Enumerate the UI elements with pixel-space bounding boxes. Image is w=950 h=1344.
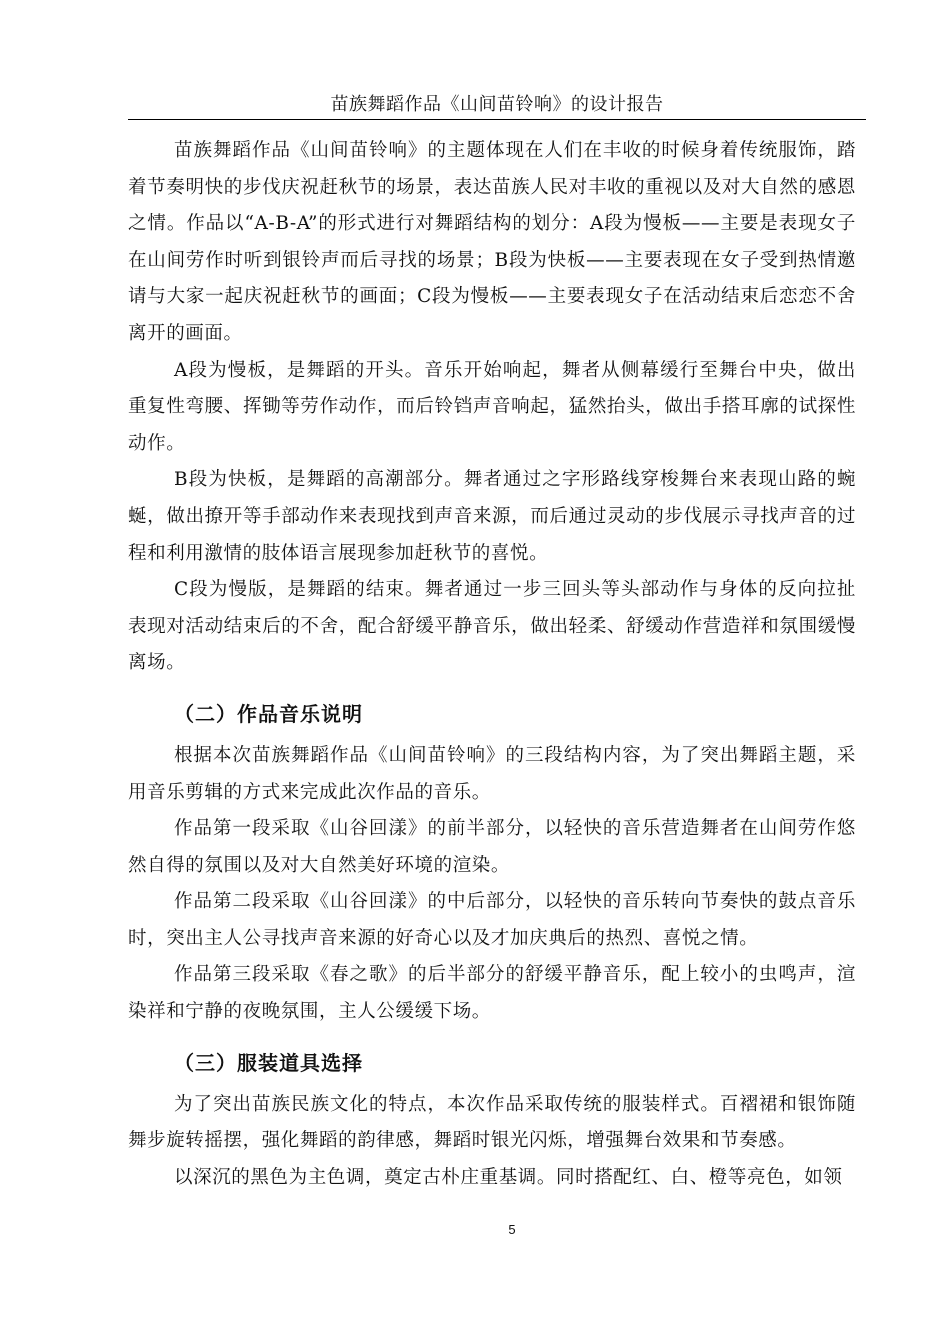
- paragraph: 作品第三段采取《春之歌》的后半部分的舒缓平静音乐，配上较小的虫鸣声，渲染祥和宁静的夜晚氛围，主人公缓缓下场。: [128, 964, 856, 1023]
- header-divider: [128, 119, 866, 120]
- paragraph: 作品第一段采取《山谷回漾》的前半部分，以轻快的音乐营造舞者在山间劳作悠然自得的氛围以及对大自然美好环境的渲染。: [128, 818, 856, 876]
- section-heading-music: （二）作品音乐说明: [174, 701, 363, 726]
- running-header: 苗族舞蹈作品《山间苗铃响》的设计报告: [330, 94, 664, 115]
- page-number: 5: [508, 1222, 516, 1237]
- paragraph: 为了突出苗族民族文化的特点，本次作品采取传统的服装样式。百褶裙和银饰随舞步旋转摇摆，强化舞蹈的韵律感，舞蹈时银光闪烁，增强舞台效果和节奏感。: [128, 1093, 856, 1152]
- paragraph: 苗族舞蹈作品《山间苗铃响》的主题体现在人们在丰收的时候身着传统服饰，踏着节奏明快的步伐庆祝赶秋节的场景，表达苗族人民对丰收的重视以及对大自然的感恩之情。作品以“A-B-A”的形式进行对舞蹈结构的划分：A段为慢板——主要是表现女子在山间劳作时听到银铃声而后寻找的场景；B段为快板——主要表现在女子受到热情邀请与大家一起庆祝赶秋节的画面；C段为慢板——主要表现女子在活动结束后恋恋不舍离开的画面。: [128, 140, 856, 344]
- paragraph: 根据本次苗族舞蹈作品《山间苗铃响》的三段结构内容，为了突出舞蹈主题，采用音乐剪辑的方式来完成此次作品的音乐。: [128, 744, 856, 803]
- paragraph: B段为快板，是舞蹈的高潮部分。舞者通过之字形路线穿梭舞台来表现山路的蜿蜒，做出撩开等手部动作来表现找到声音来源，而后通过灵动的步伐展示寻找声音的过程和利用激情的肢体语言展现参加赶秋节的喜悦。: [128, 469, 856, 564]
- paragraph: A段为慢板，是舞蹈的开头。音乐开始响起，舞者从侧幕缓行至舞台中央，做出重复性弯腰、挥锄等劳作动作，而后铃铛声音响起，猛然抬头，做出手搭耳廓的试探性动作。: [128, 359, 856, 454]
- section-heading-costume: （三）服装道具选择: [174, 1050, 363, 1075]
- body-text: [128, 133, 856, 1196]
- paragraph: 以深沉的黑色为主色调，奠定古朴庄重基调。同时搭配红、白、橙等亮色，如领: [174, 1166, 843, 1188]
- paragraph: 作品第二段采取《山谷回漾》的中后部分，以轻快的音乐转向节奏快的鼓点音乐时，突出主人公寻找声音来源的好奇心以及才加庆典后的热烈、喜悦之情。: [128, 891, 856, 949]
- paragraph: C段为慢版，是舞蹈的结束。舞者通过一步三回头等头部动作与身体的反向拉扯表现对活动结束后的不舍，配合舒缓平静音乐，做出轻柔、舒缓动作营造祥和氛围缓慢离场。: [128, 579, 856, 674]
